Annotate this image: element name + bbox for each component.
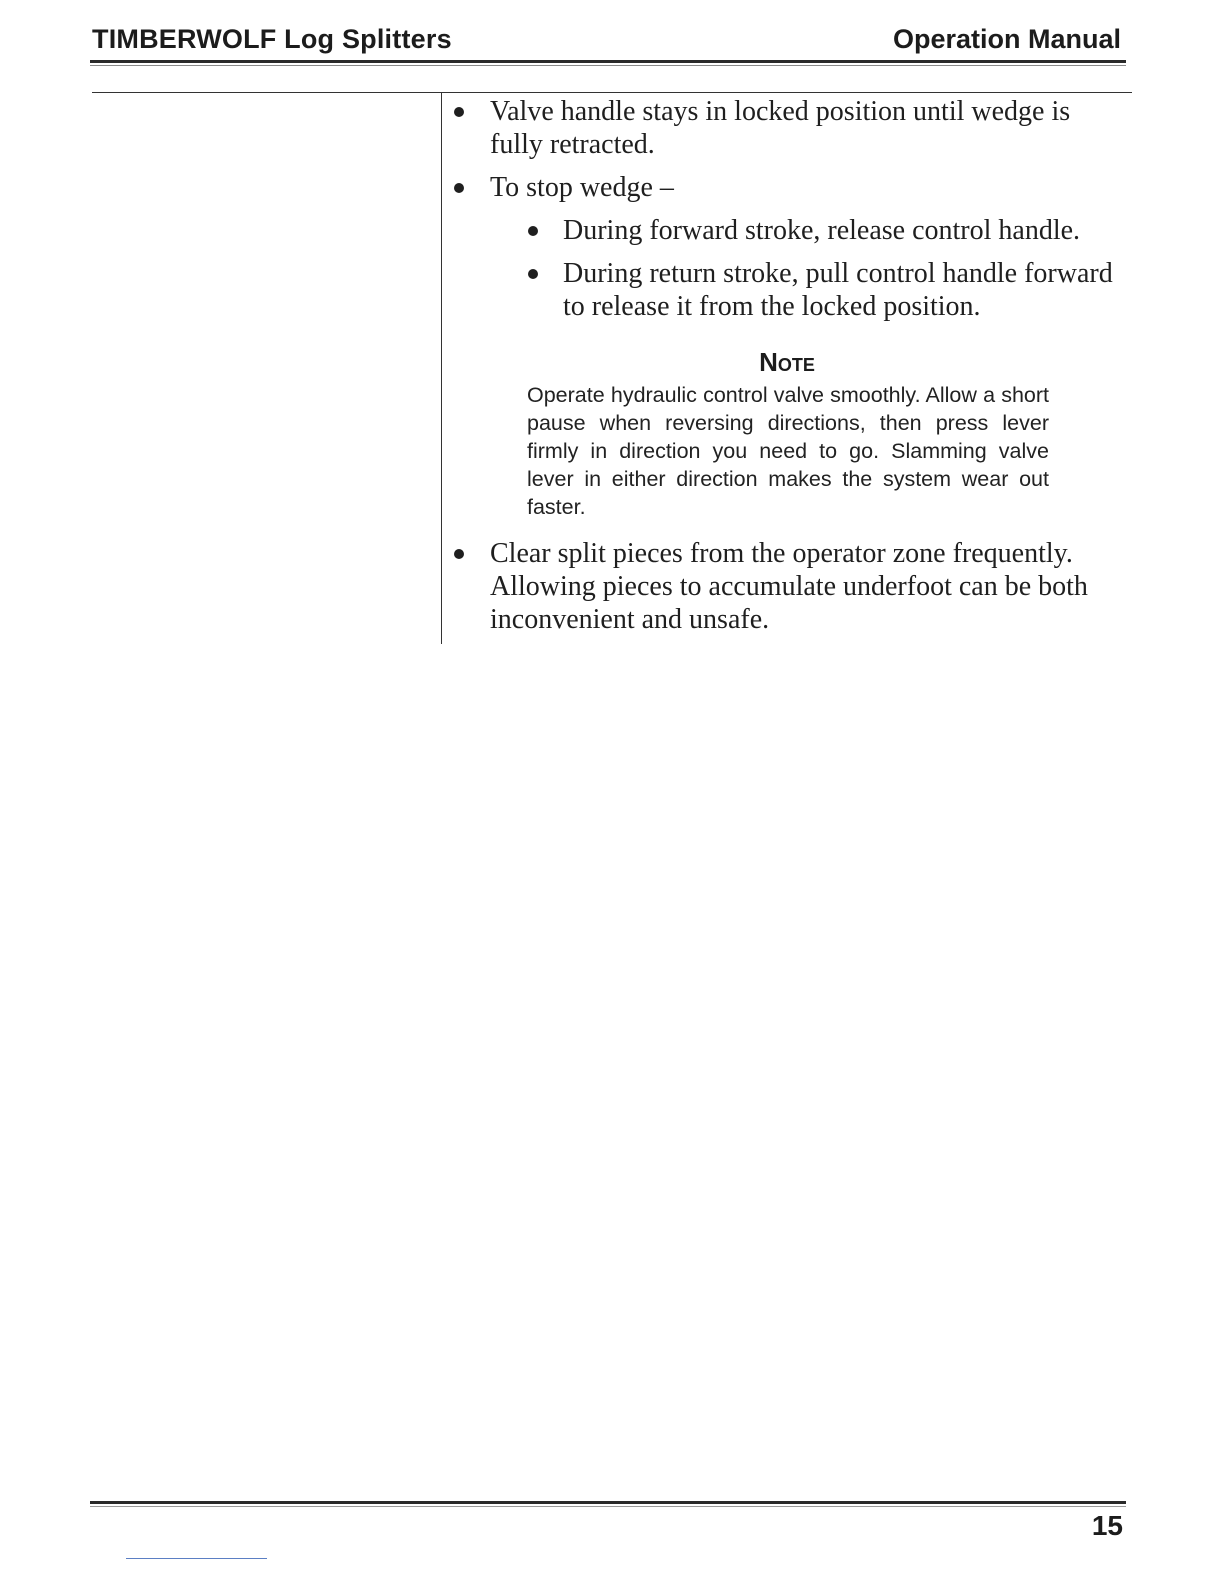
scan-artifact-line [126, 1558, 267, 1559]
note-heading-text: Note [759, 347, 815, 377]
sub-list-item [452, 257, 1122, 323]
list-item-text: Clear split pieces from the operator zone frequently. Allowing pieces to accumulate underfoot can be both inconvenient and unsafe. [490, 538, 1088, 635]
document-section-title: Operation Manual [892, 24, 1121, 54]
list-item-text: To stop wedge – [490, 172, 674, 203]
instruction-column [452, 95, 1122, 646]
footer-rule [90, 1501, 1126, 1504]
note-body: Operate hydraulic control valve smoothly. Allow a short pause when reversing directions, then press lever firmly in direction you need to go. Slamming valve lever in either direction makes the system wear out faster. [527, 383, 1049, 519]
list-item [452, 95, 1122, 161]
table-top-rule [92, 92, 1132, 93]
list-item [452, 537, 1122, 636]
footer-rule-secondary [90, 1506, 1126, 1507]
sub-list-item-text: During return stroke, pull control handle forward to release it from the locked position. [563, 258, 1113, 322]
bullet-icon [528, 269, 538, 279]
column-divider [441, 92, 442, 644]
header-rule-secondary [90, 65, 1126, 66]
sub-list-item-text: During forward stroke, release control handle. [563, 215, 1081, 246]
bullet-icon [454, 549, 464, 559]
page-number: 15 [1091, 1510, 1123, 1541]
list-item-text: Valve handle stays in locked position until wedge is fully retracted. [490, 96, 1071, 160]
document-title: TIMBERWOLF Log Splitters [92, 24, 452, 54]
note-heading [452, 347, 1122, 377]
bullet-icon [528, 226, 538, 236]
header-rule [90, 60, 1126, 63]
bullet-icon [454, 107, 464, 117]
list-item [452, 171, 1122, 204]
sub-list-item [452, 214, 1122, 247]
bullet-icon [454, 183, 464, 193]
